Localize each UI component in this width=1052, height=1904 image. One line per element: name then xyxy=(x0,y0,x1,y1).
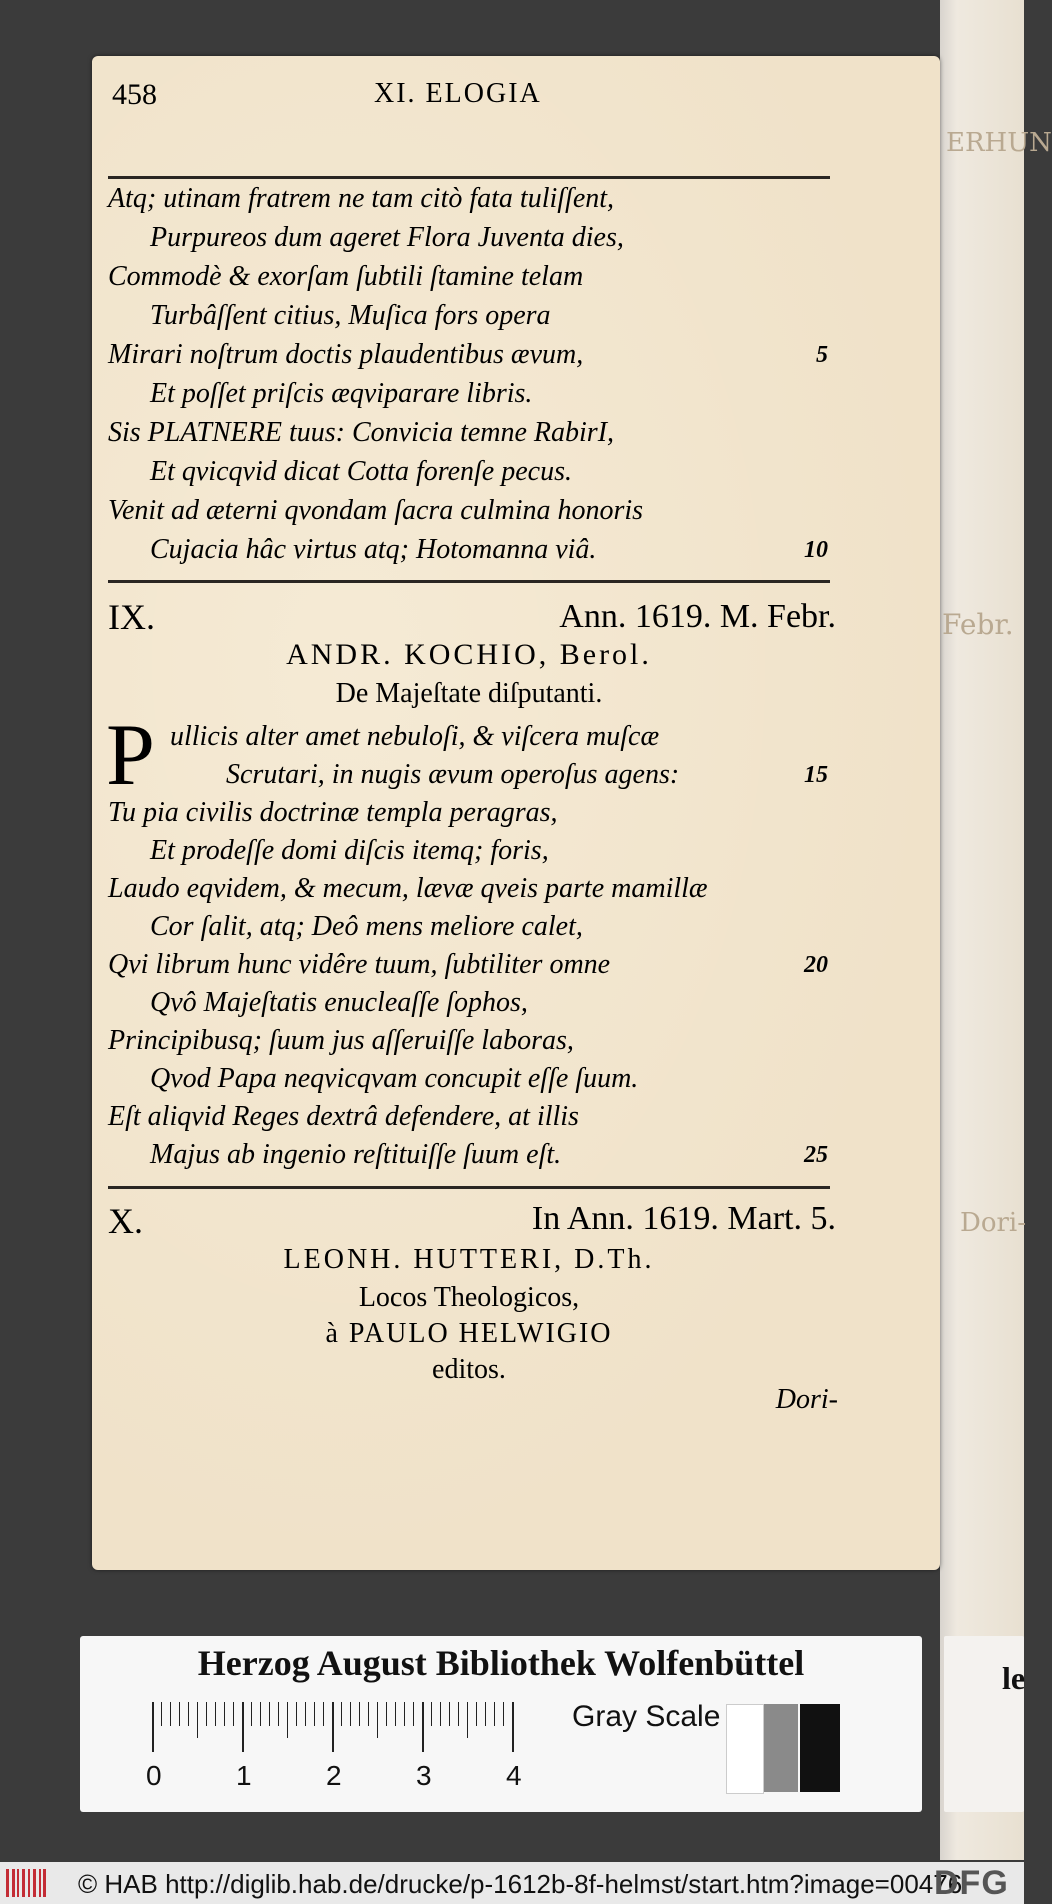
verse-line: Principibusq; ſuum jus aſſeruiſſe laboras, xyxy=(108,1025,574,1056)
dedicatee-name: LEONH. HUTTERI, D.Th. xyxy=(283,1244,655,1275)
ruler-tick xyxy=(179,1702,180,1726)
ruler-tick xyxy=(287,1702,288,1738)
verse-line: Mirari noſtrum doctis plaudentibus ævum, xyxy=(108,339,584,370)
ruler-tick xyxy=(377,1702,378,1738)
verse-line: Scrutari, in nugis ævum operoſus agens: xyxy=(226,759,680,790)
section-rule xyxy=(108,580,830,583)
ruler-tick xyxy=(197,1702,198,1738)
ruler-tick xyxy=(350,1702,351,1726)
adjacent-color-card xyxy=(944,1636,1024,1812)
drop-capital: P xyxy=(106,707,155,804)
verse-line: Atq; utinam fratrem ne tam citò fata tuliſſent, xyxy=(108,183,615,214)
gray-scale-label: Gray Scale xyxy=(572,1700,721,1733)
adjacent-page-ghost-text: ERHUN xyxy=(946,128,1052,158)
title-line: editos. xyxy=(432,1354,506,1385)
verse-line: Eſt aliqvid Reges dextrâ defendere, at illis xyxy=(108,1101,579,1132)
ruler-tick xyxy=(305,1702,306,1726)
ruler-tick xyxy=(422,1702,424,1752)
ruler-number: 2 xyxy=(326,1760,342,1791)
line-number: 10 xyxy=(804,537,828,563)
running-title: XI. ELOGIA xyxy=(374,78,542,109)
ruler-tick xyxy=(359,1702,360,1726)
verse-line: Venit ad æterni qvondam ſacra culmina honoris xyxy=(108,495,644,526)
library-name: Herzog August Bibliothek Wolfenbüttel xyxy=(197,1643,805,1683)
ruler-tick xyxy=(458,1702,459,1726)
line-number: 5 xyxy=(816,342,828,368)
barcode-icon xyxy=(6,1869,46,1897)
title-line: Locos Theologicos, xyxy=(358,1282,580,1313)
ruler-tick xyxy=(332,1702,334,1752)
line-number: 20 xyxy=(804,952,828,978)
ruler-tick xyxy=(242,1702,244,1752)
verse-line: Sis PLATNERE tuus: Convicia temne RabirI, xyxy=(108,417,615,448)
header-rule xyxy=(108,176,830,179)
ruler-tick xyxy=(476,1702,477,1726)
line-number: 25 xyxy=(804,1142,828,1168)
ruler-tick xyxy=(431,1702,432,1726)
ruler-tick xyxy=(341,1702,342,1726)
ruler-tick xyxy=(440,1702,441,1726)
verse-line: Commodè & exorſam ſubtili ſtamine telam xyxy=(108,261,584,292)
dfg-logo: DFG xyxy=(934,1864,1009,1902)
ruler-number: 0 xyxy=(146,1760,162,1791)
ruler-number: 3 xyxy=(416,1760,432,1791)
section-numeral: X. xyxy=(108,1201,143,1241)
verse-line: Majus ab ingenio reſtituiſſe ſuum eſt. xyxy=(150,1139,562,1170)
ruler-tick xyxy=(467,1702,468,1738)
page-number: 458 xyxy=(112,78,157,111)
gray-swatch-black xyxy=(800,1704,840,1792)
running-header xyxy=(112,78,732,118)
viewer-footer xyxy=(0,1862,1024,1904)
ruler-tick xyxy=(224,1702,225,1726)
verse-line: Purpureos dum ageret Flora Juventa dies, xyxy=(150,222,624,253)
dedicatee-name: ANDR. KOCHIO, Berol. xyxy=(286,638,652,671)
section-rule xyxy=(108,1186,830,1189)
ruler-tick xyxy=(260,1702,261,1726)
verse-line: Qvi librum hunc vidêre tuum, ſubtiliter omne xyxy=(108,949,611,980)
ruler-tick xyxy=(395,1702,396,1726)
ruler-tick xyxy=(233,1702,234,1726)
verse-line: Tu pia civilis doctrinæ templa peragras, xyxy=(108,797,558,828)
verse-line: Laudo eqvidem, & mecum, lævæ qveis parte mamillæ xyxy=(108,873,708,904)
adjacent-page-ghost-text: Febr. xyxy=(942,608,1014,641)
ruler-tick xyxy=(314,1702,315,1726)
verse-line: ullicis alter amet nebuloſi, & viſcera muſcæ xyxy=(170,721,660,752)
verse-line: Turbâſſent citius, Muſica fors opera xyxy=(150,300,551,331)
ruler-tick xyxy=(296,1702,297,1726)
ruler-tick xyxy=(512,1702,514,1752)
line-number: 15 xyxy=(804,762,828,788)
ruler-tick xyxy=(152,1702,154,1752)
ruler-tick xyxy=(251,1702,252,1726)
ruler-tick xyxy=(188,1702,189,1726)
verse-line: Cor ſalit, atq; Deô mens meliore calet, xyxy=(150,911,583,942)
ruler-tick xyxy=(413,1702,414,1726)
title-line: à PAULO HELWIGIO xyxy=(325,1318,613,1349)
ruler-tick xyxy=(170,1702,171,1726)
verse-line: Qvod Papa neqvicqvam concupit eſſe ſuum. xyxy=(150,1063,639,1094)
adjacent-page-ghost-text: Dori- xyxy=(960,1208,1027,1238)
ruler-tick xyxy=(368,1702,369,1726)
gray-swatch-mid xyxy=(764,1704,798,1792)
ruler-tick xyxy=(449,1702,450,1726)
ruler-tick xyxy=(503,1702,504,1726)
dedication-subtitle: De Majeſtate diſputanti. xyxy=(335,678,603,709)
section-date: Ann. 1619. M. Febr. xyxy=(559,598,836,635)
ruler-tick xyxy=(404,1702,405,1726)
adjacent-card-fragment: le xyxy=(1002,1660,1026,1696)
library-color-card xyxy=(80,1636,922,1812)
catchword: Dori- xyxy=(775,1384,838,1415)
ruler-tick xyxy=(269,1702,270,1726)
ruler-tick xyxy=(278,1702,279,1726)
gray-swatch-white xyxy=(726,1704,764,1794)
ruler-tick xyxy=(494,1702,495,1726)
verse-line: Et poſſet priſcis æqviparare libris. xyxy=(150,378,533,409)
ruler-number: 1 xyxy=(236,1760,252,1791)
section-date: In Ann. 1619. Mart. 5. xyxy=(531,1200,836,1237)
ruler-scale xyxy=(152,1702,632,1752)
verse-line: Et prodeſſe domi diſcis itemq; foris, xyxy=(150,835,549,866)
ruler-tick xyxy=(215,1702,216,1726)
verse-line: Et qvicqvid dicat Cotta forenſe pecus. xyxy=(150,456,572,487)
source-link[interactable]: © HAB http://diglib.hab.de/drucke/p-1612b-8f-helmst/start.htm?image=00476 xyxy=(78,1869,963,1899)
ruler-tick xyxy=(161,1702,162,1726)
ruler-tick xyxy=(386,1702,387,1726)
verse-line: Cujacia hâc virtus atq; Hotomanna viâ. xyxy=(150,534,597,565)
section-numeral: IX. xyxy=(108,597,155,637)
ruler-tick xyxy=(206,1702,207,1726)
verse-line: Qvô Majeſtatis enucleaſſe ſophos, xyxy=(150,987,528,1018)
ruler-tick xyxy=(485,1702,486,1726)
ruler-tick xyxy=(323,1702,324,1726)
adjacent-page-strip xyxy=(940,0,1052,1860)
ruler-number: 4 xyxy=(506,1760,522,1791)
